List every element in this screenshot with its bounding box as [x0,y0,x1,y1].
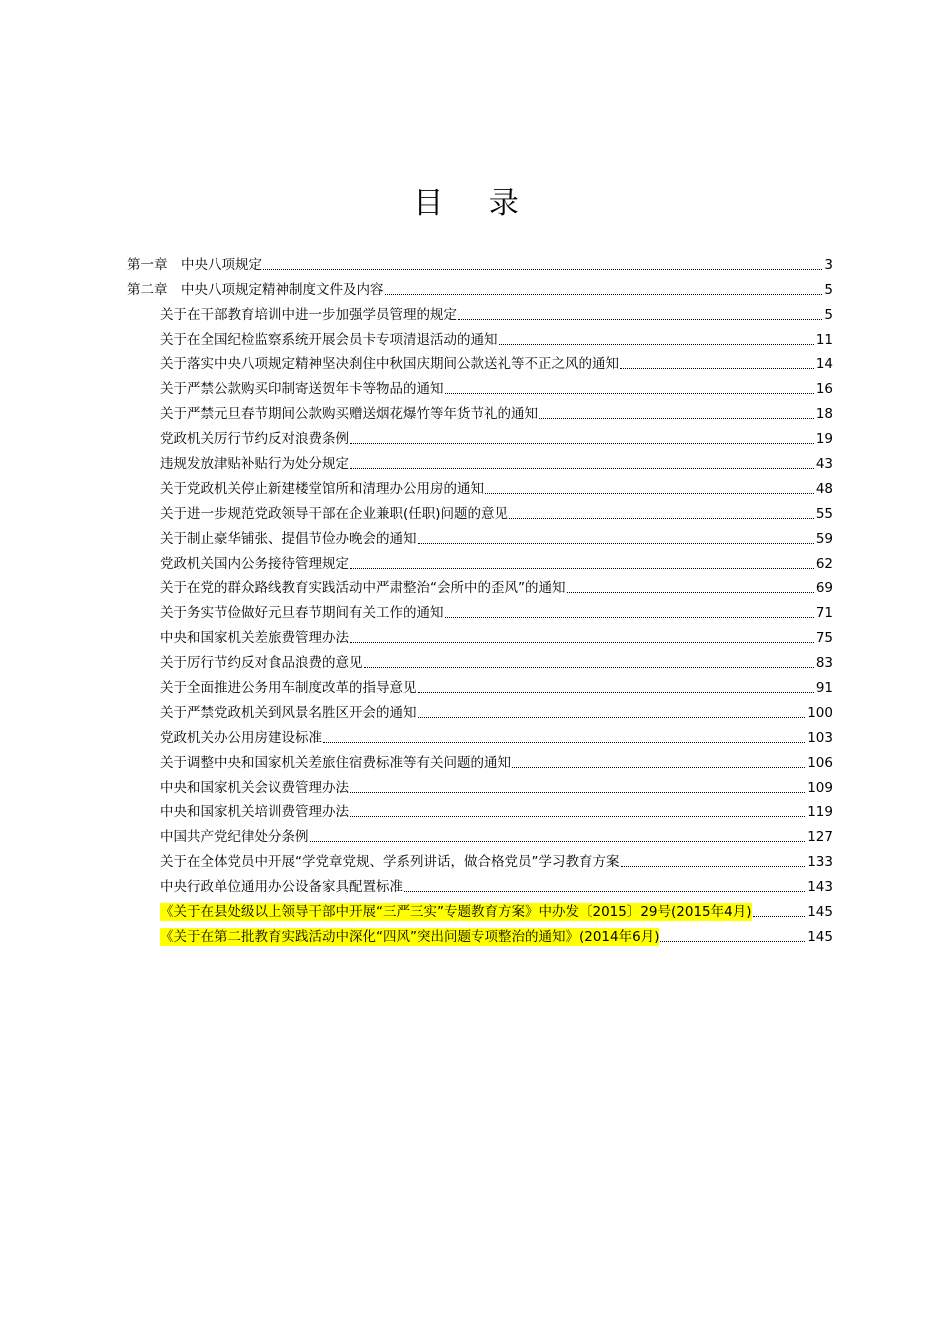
toc-entry-page-number: 16 [815,381,833,398]
toc-entry-page-number: 127 [807,829,833,846]
toc-entry-title: 第二章 中央八项规定精神制度文件及内容 [127,281,384,298]
dot-leader [418,543,814,544]
toc-entry-page-number: 14 [815,356,833,373]
toc-entry-title: 关于调整中央和国家机关差旅住宿费标准等有关问题的通知 [160,754,511,771]
toc-entry[interactable] [127,747,833,772]
toc-entry-page-number: 109 [807,779,833,796]
toc-entry-page-number: 143 [807,879,833,896]
toc-entry-page-number: 83 [815,655,833,672]
toc-entry[interactable] [127,821,833,846]
toc-entry-page-number: 48 [815,480,833,497]
dot-leader [660,941,805,942]
toc-entry-page-number: 75 [815,630,833,647]
toc-entry[interactable] [127,573,833,598]
dot-leader [350,443,814,444]
toc-entry-page-number: 5 [824,281,833,298]
toc-entry[interactable] [127,523,833,548]
toc-entry[interactable] [127,299,833,324]
toc-entry-title: 关于严禁党政机关到风景名胜区开会的通知 [160,704,417,721]
dot-leader [485,493,814,494]
toc-entry-page-number: 145 [807,904,833,921]
dot-leader [350,642,814,643]
toc-entry[interactable] [127,274,833,299]
toc-entry-title: 中央和国家机关会议费管理办法 [160,779,349,796]
dot-leader [310,841,806,842]
dot-leader [350,468,814,469]
toc-entry-page-number: 18 [815,406,833,423]
toc-entry-page-number: 19 [815,431,833,448]
toc-entry[interactable] [127,647,833,672]
dot-leader [418,717,806,718]
toc-entry-title: 关于厉行节约反对食品浪费的意见 [160,655,363,672]
dot-leader [512,767,805,768]
toc-entry[interactable] [127,349,833,374]
toc-entry-page-number: 100 [807,704,833,721]
toc-entry[interactable] [127,846,833,871]
toc-entry-title: 中央行政单位通用办公设备家具配置标准 [160,879,403,896]
toc-entry-title: 关于落实中央八项规定精神坚决刹住中秋国庆期间公款送礼等不正之风的通知 [160,356,619,373]
dot-leader [263,269,822,270]
toc-entry-page-number: 71 [815,605,833,622]
toc-entry-title: 党政机关国内公务接待管理规定 [160,555,349,572]
toc-entry[interactable] [127,448,833,473]
dot-leader [323,742,805,743]
toc-entry-title: 中国共产党纪律处分条例 [160,829,309,846]
toc-entry-page-number: 103 [807,729,833,746]
toc-entry[interactable] [127,722,833,747]
dot-leader [385,294,823,295]
toc-entry-page-number: 3 [824,256,833,273]
toc-entry[interactable] [127,597,833,622]
toc-entry-title: 关于在干部教育培训中进一步加强学员管理的规定 [160,306,457,323]
toc-entry[interactable] [127,622,833,647]
toc-entry-page-number: 59 [815,530,833,547]
toc-entry-page-number: 11 [815,331,833,348]
dot-leader [445,617,814,618]
dot-leader [620,368,814,369]
toc-entry[interactable] [127,896,833,921]
toc-entry[interactable] [127,871,833,896]
dot-leader [509,518,814,519]
dot-leader [350,816,805,817]
dot-leader [753,916,806,917]
toc-entry-title: 关于全面推进公务用车制度改革的指导意见 [160,680,417,697]
toc-entry-title: 关于务实节俭做好元旦春节期间有关工作的通知 [160,605,444,622]
table-of-contents [127,249,833,946]
dot-leader [404,891,805,892]
toc-entry-title: 中央和国家机关差旅费管理办法 [160,630,349,647]
toc-entry-title: 关于在党的群众路线教育实践活动中严肃整治“会所中的歪风”的通知 [160,580,566,597]
dot-leader [445,393,814,394]
toc-entry-title: 党政机关厉行节约反对浪费条例 [160,431,349,448]
toc-entry-title: 《关于在第二批教育实践活动中深化“四风”突出问题专项整治的通知》(2014年6月) [160,928,660,945]
toc-entry-title: 党政机关办公用房建设标准 [160,729,322,746]
toc-entry-title: 第一章 中央八项规定 [127,256,262,273]
dot-leader [458,319,822,320]
toc-entry-title: 关于在全体党员中开展“学党章党规、学系列讲话，做合格党员”学习教育方案 [160,854,620,871]
toc-entry[interactable] [127,373,833,398]
toc-entry-page-number: 43 [815,456,833,473]
toc-entry[interactable] [127,797,833,822]
toc-entry-title: 关于进一步规范党政领导干部在企业兼职(任职)问题的意见 [160,505,509,522]
toc-entry[interactable] [127,423,833,448]
toc-entry[interactable] [127,249,833,274]
toc-entry-page-number: 62 [815,555,833,572]
toc-entry-title: 关于严禁元旦春节期间公款购买赠送烟花爆竹等年货节礼的通知 [160,406,538,423]
toc-entry[interactable] [127,772,833,797]
toc-entry[interactable] [127,398,833,423]
toc-entry-page-number: 5 [824,306,833,323]
toc-entry-title: 关于制止豪华铺张、提倡节俭办晚会的通知 [160,530,417,547]
toc-entry-page-number: 106 [807,754,833,771]
dot-leader [350,792,805,793]
toc-entry[interactable] [127,498,833,523]
page-title: 目 录 [413,186,537,221]
toc-entry-title: 关于在全国纪检监察系统开展会员卡专项清退活动的通知 [160,331,498,348]
toc-entry-page-number: 91 [815,680,833,697]
toc-entry-title: 关于党政机关停止新建楼堂馆所和清理办公用房的通知 [160,480,484,497]
dot-leader [539,418,814,419]
toc-entry-page-number: 133 [807,854,833,871]
toc-entry-page-number: 145 [807,928,833,945]
toc-entry-title: 违规发放津贴补贴行为处分规定 [160,456,349,473]
toc-entry[interactable] [127,921,833,946]
toc-entry[interactable] [127,697,833,722]
toc-entry-title: 《关于在县处级以上领导干部中开展“三严三实”专题教育方案》中办发〔2015〕29号(2015年4月) [160,904,752,921]
toc-entry-page-number: 119 [807,804,833,821]
toc-entry[interactable] [127,324,833,349]
toc-entry-page-number: 55 [815,505,833,522]
dot-leader [567,592,814,593]
toc-entry[interactable] [127,548,833,573]
dot-leader [418,692,814,693]
dot-leader [621,866,806,867]
dot-leader [364,667,814,668]
toc-entry[interactable] [127,672,833,697]
toc-entry[interactable] [127,473,833,498]
toc-entry-title: 关于严禁公款购买印制寄送贺年卡等物品的通知 [160,381,444,398]
toc-entry-page-number: 69 [815,580,833,597]
dot-leader [499,344,814,345]
dot-leader [350,568,814,569]
toc-entry-title: 中央和国家机关培训费管理办法 [160,804,349,821]
